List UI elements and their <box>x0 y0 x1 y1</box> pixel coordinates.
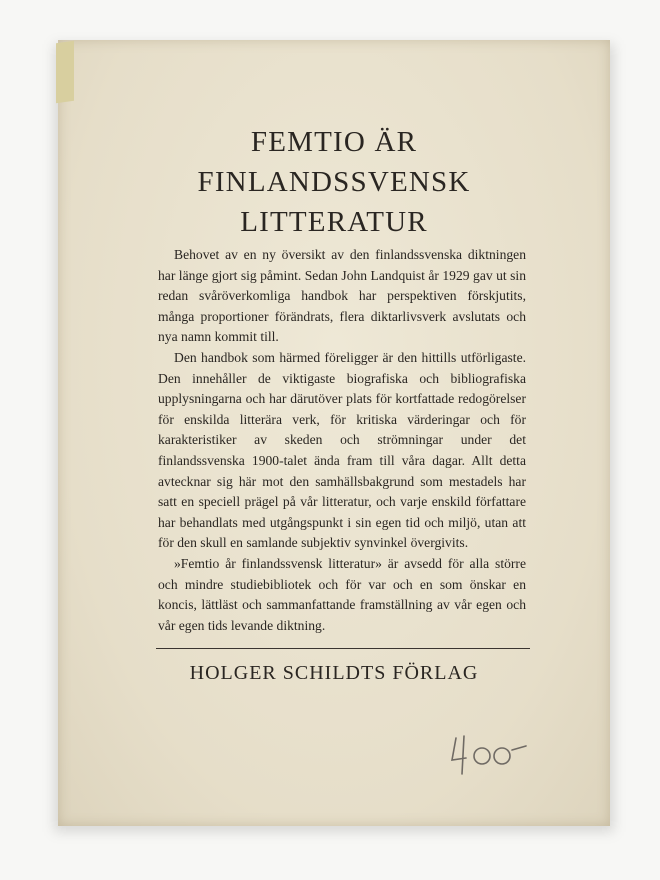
blurb-paragraph-3: »Femtio år finlandssvensk litteratur» är avsedd för alla större och mindre studiebibliotek och för var och en som önskar en koncis, lättläst och sammanfattande framställning av vår egen och vår egen tids levande diktning. <box>158 555 526 633</box>
title-line-3: LITTERATUR <box>240 206 428 238</box>
title-line-2: FINLANDSSVENSK <box>197 166 471 198</box>
title-line-1: FEMTIO ÄR <box>250 126 418 158</box>
blurb-text <box>158 245 526 636</box>
divider-rule <box>156 648 530 649</box>
handwritten-price-note <box>448 730 528 780</box>
worn-spine-edge <box>56 41 74 104</box>
blurb-paragraph-1: Behovet av en ny översikt av den finlandssvenska diktningen har länge gjort sig påmint. Sedan John Landquist år 1929 gav ut sin redan svåröverkomliga handbok har perspektiven förskjutits, många proportioner förändrats, flera diktarlivsverk avslutats och nya namn kommit till. <box>158 247 526 345</box>
publisher-name: HOLGER SCHILDTS FÖRLAG <box>189 662 479 684</box>
blurb-paragraph-2: Den handbok som härmed föreligger är den hittills utförligaste. Den innehåller de viktigaste biografiska och bibliografiska upplysningarna och har därutöver plats för kortfattade redogörelser för enskilda litterära verk, för kritiska värderingar och för karakteristiker av skeden och strömningar under det finlandssvenska 1900-talet ända fram till våra dagar. Allt detta avtecknar sig här mot den samhällsbakgrund som mestadels har satt en speciell prägel på vår litteratur, och varje enskild författare har behandlats med utgångspunkt i sin egen tid och miljö, utan att för den skull en samlande subjektiv synvinkel övergivits. <box>158 349 526 551</box>
book-back-cover <box>58 40 610 826</box>
cover-title <box>58 122 610 242</box>
